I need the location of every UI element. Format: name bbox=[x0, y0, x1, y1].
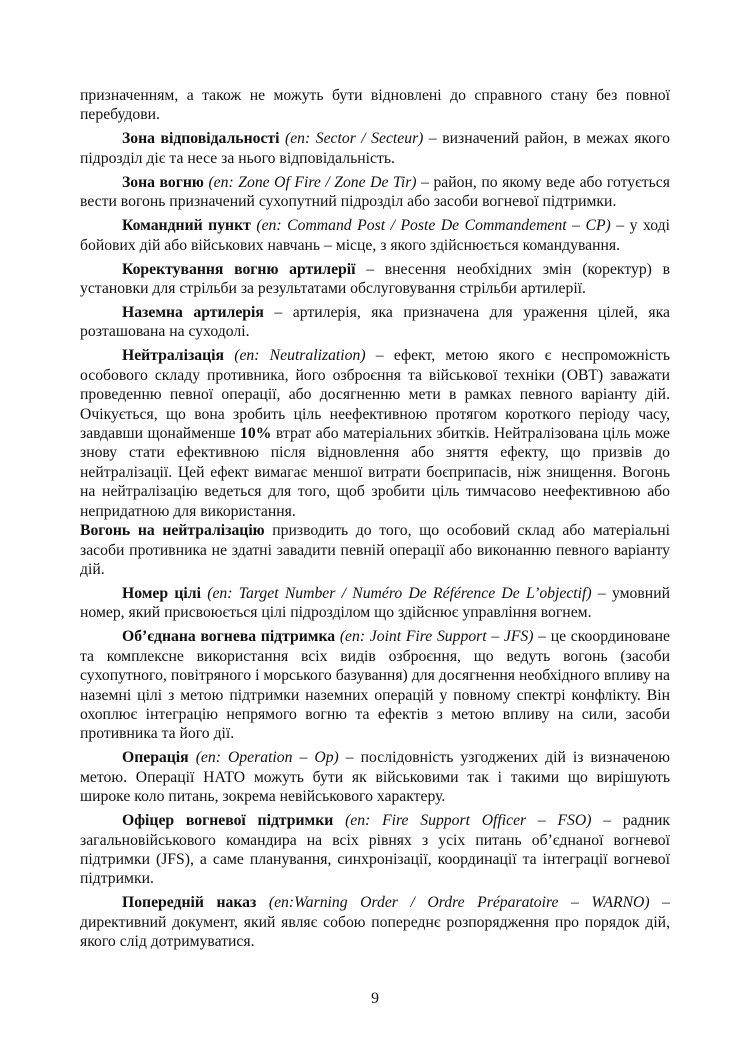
definition-continued: втрат або матеріальних збитків. Нейтралізована ціль може знову стати ефективною після відновлення або зняття ефекту, що призвів до нейтралізації. Цей ефект вимагає меншої витрати боєприпасів, ніж знищення. Вогонь на нейтралізацію ведеться для того, щоб зробити ціль тимчасово неефективною або непридатною для використання. bbox=[80, 425, 670, 520]
entry-neutralization-fire bbox=[80, 521, 670, 579]
continuation-paragraph bbox=[80, 86, 670, 125]
percentage-value: 10% bbox=[240, 425, 272, 443]
english-equivalent: (en: Target Number / Numéro De Référence De L’objectif) bbox=[207, 584, 592, 602]
term: Номер цілі bbox=[122, 584, 201, 602]
sub-term: Вогонь на нейтралізацію bbox=[80, 522, 265, 540]
term: Попередній наказ bbox=[122, 894, 257, 912]
english-equivalent: (en: Zone Of Fire / Zone De Tir) bbox=[208, 173, 417, 191]
definition: – послідовність узгоджених дій із визначеною метою. Операції НАТО можуть бути як військовими так і такими що вирішують широке коло питань, зокрема невійськового характеру. bbox=[80, 749, 671, 806]
definition: – визначений район, в межах якого підрозділ діє та несе за нього відповідальність. bbox=[80, 130, 670, 167]
entry-fire-adjustment bbox=[80, 260, 670, 299]
definition: – це скоординоване та комплексне використання всіх видів озброєння, що ведуть вогонь (засоби сухопутного, повітряного і морського базування) для досягнення необхідного впливу на наземні цілі з метою підтримки наземних операцій у повному спектрі конфлікту. Він охоплює інтеграцію непрямого вогню та ефектів з метою впливу на сили, засоби противника та його дії. bbox=[80, 628, 670, 743]
sub-definition: призводить до того, що особовий склад або матеріальні засоби противника не здатні завадити певній операції або виконанню певного варіанту дій. bbox=[80, 522, 671, 578]
entry-sector bbox=[80, 129, 670, 168]
entry-fire-support-officer bbox=[80, 811, 670, 889]
entry-target-number bbox=[80, 584, 670, 623]
definition: – у ході бойових дій або військових навчань – місце, з якого здійснюється командування. bbox=[80, 217, 670, 254]
term: Командний пункт bbox=[122, 217, 251, 235]
term: Зона вогню bbox=[122, 173, 204, 191]
entry-zone-of-fire bbox=[80, 173, 670, 212]
english-equivalent: (en: Command Post / Poste De Commandement – CP) bbox=[256, 217, 611, 235]
entry-operation bbox=[80, 748, 670, 806]
term: Нейтралізація bbox=[122, 347, 224, 365]
english-equivalent: (en: Fire Support Officer – FSO) bbox=[345, 812, 592, 830]
entry-joint-fire-support bbox=[80, 627, 670, 743]
english-equivalent: (en: Sector / Secteur) bbox=[285, 130, 424, 148]
definition: – ефект, метою якого є неспроможність особового складу противника, його озброєння та військової техніки (ОВТ) заважати проведенню певної операції, або досягненню мети в рамках певного варіанту дій. Очікується, що вона зробить ціль неефективною протягом короткого періоду часу, завдавши щонайменше bbox=[80, 347, 671, 443]
definition: – директивний документ, який являє собою попереднє розпорядження про порядок дій, якого слід дотримуватися. bbox=[80, 894, 670, 951]
definition: – радник загальновійськового командира на всіх рівнях з усіх питань об’єднаної вогневої підтримки (JFS), а саме планування, синхронізації, координації та інтеграції вогневої підтримки. bbox=[80, 812, 671, 888]
english-equivalent: (en: Operation – Op) bbox=[195, 749, 339, 767]
definition: – внесення необхідних змін (коректур) в установки для стрільби за результатами обслуговування стрільби артилерії. bbox=[80, 260, 671, 298]
term: Операція bbox=[122, 749, 189, 767]
term: Зона відповідальності bbox=[122, 130, 280, 148]
definition: – район, по якому веде або готується вести вогонь призначений сухопутний підрозділ або засоби вогневої підтримки. bbox=[80, 173, 670, 211]
term: Об’єднана вогнева підтримка bbox=[122, 628, 336, 646]
continuation-text: призначенням, а також не можуть бути відновлені до справного стану без повної перебудови. bbox=[80, 87, 670, 124]
entry-command-post bbox=[80, 216, 670, 255]
term: Наземна артилерія bbox=[122, 304, 264, 322]
entry-warning-order bbox=[80, 893, 670, 951]
english-equivalent: (en: Joint Fire Support – JFS) bbox=[339, 628, 534, 646]
term: Офіцер вогневої підтримки bbox=[122, 812, 334, 830]
definition: – умовний номер, який присвоюється цілі підрозділом що здійснює управління вогнем. bbox=[80, 584, 670, 622]
document-body bbox=[80, 86, 670, 956]
english-equivalent: (en: Neutralization) bbox=[234, 347, 366, 365]
term: Коректування вогню артилерії bbox=[122, 260, 356, 278]
page-number: 9 bbox=[371, 990, 379, 1007]
english-equivalent: (en:Warning Order / Ordre Préparatoire – WARNO) bbox=[268, 894, 650, 912]
entry-ground-artillery bbox=[80, 303, 670, 342]
definition: – артилерія, яка призначена для ураження цілей, яка розташована на суходолі. bbox=[80, 304, 670, 341]
entry-neutralization bbox=[80, 346, 670, 521]
